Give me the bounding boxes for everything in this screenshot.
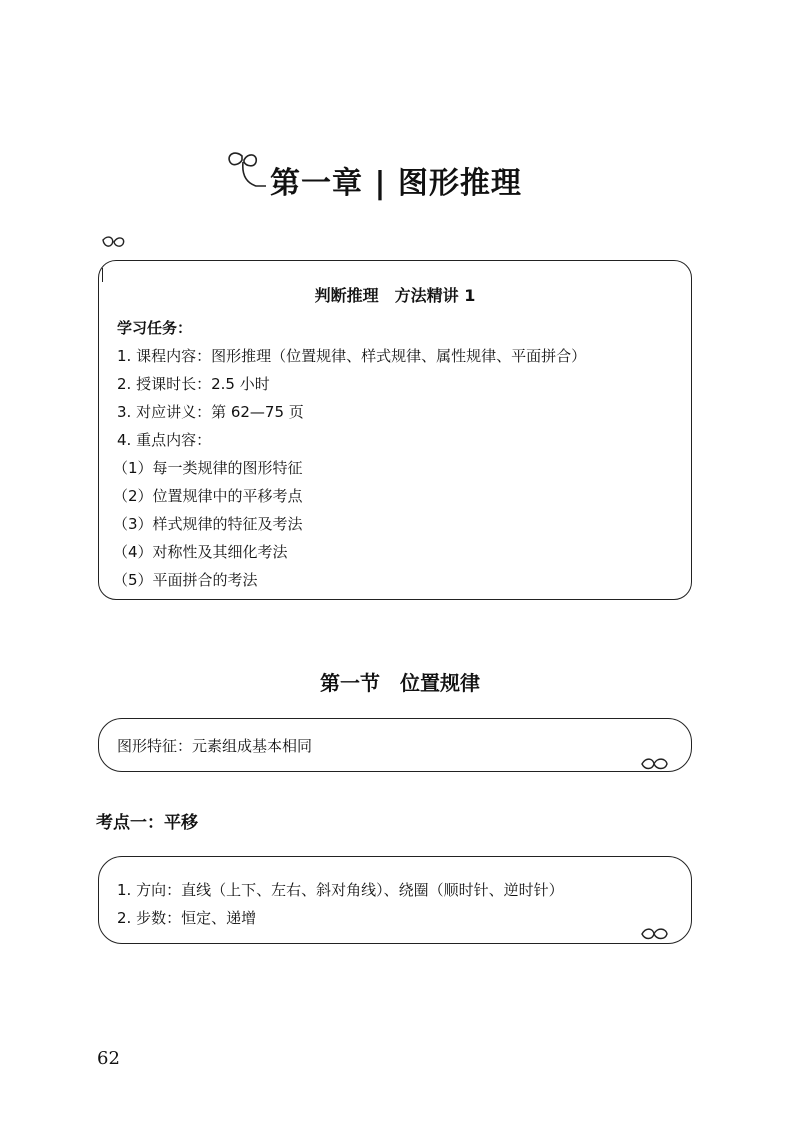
lesson-item: （3）样式规律的特征及考法	[113, 515, 303, 533]
lesson-item: 4. 重点内容：	[117, 431, 212, 449]
leaf-icon	[640, 756, 670, 772]
translation-line: 1. 方向：直线（上下、左右、斜对角线）、绕圈（顺时针、逆时针）	[117, 881, 564, 899]
page-number: 62	[97, 1048, 120, 1069]
lesson-title: 判断推理 方法精讲 1	[314, 286, 476, 305]
feature-box	[98, 718, 692, 772]
lesson-item: （2）位置规律中的平移考点	[113, 487, 303, 505]
kaodian-title: 考点一：平移	[96, 813, 198, 833]
translation-box	[98, 856, 692, 944]
lesson-item: 1. 课程内容：图形推理（位置规律、样式规律、属性规律、平面拼合）	[117, 347, 587, 365]
lesson-item: （4）对称性及其细化考法	[113, 543, 288, 561]
sprout-icon	[222, 150, 268, 196]
translation-line: 2. 步数：恒定、递增	[117, 909, 257, 927]
section-title: 第一节 位置规律	[320, 671, 480, 695]
lesson-item: 3. 对应讲义：第 62—75 页	[117, 403, 304, 421]
lesson-box	[98, 260, 692, 600]
leaf-icon	[640, 926, 670, 942]
task-heading: 学习任务：	[117, 319, 193, 337]
feature-text: 图形特征：元素组成基本相同	[117, 737, 313, 755]
lesson-item: （1）每一类规律的图形特征	[113, 459, 303, 477]
chapter-heading	[222, 150, 542, 206]
lesson-item: 2. 授课时长：2.5 小时	[117, 375, 270, 393]
chapter-title: 第一章 | 图形推理	[270, 166, 522, 201]
lesson-item: （5）平面拼合的考法	[113, 571, 258, 589]
